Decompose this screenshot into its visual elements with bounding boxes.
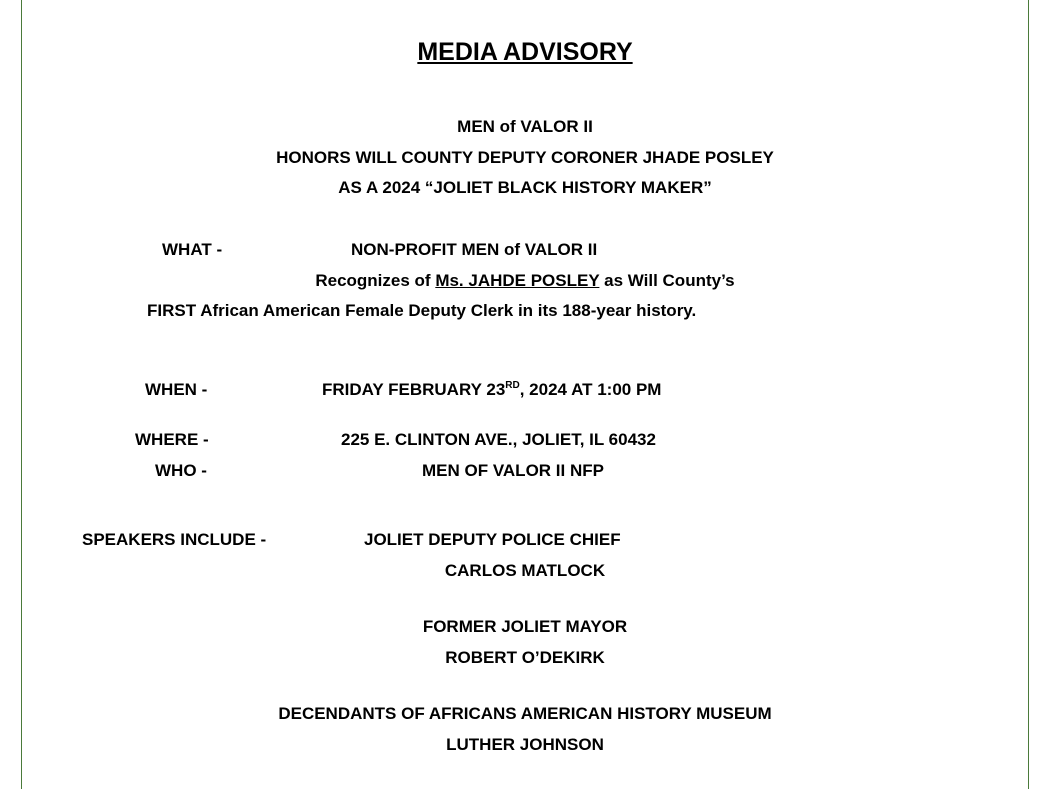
who-value: MEN OF VALOR II NFP <box>422 461 604 480</box>
what-line-3: FIRST African American Female Deputy Clerk in its 188-year history. <box>147 301 697 320</box>
headline-line-2: HONORS WILL COUNTY DEPUTY CORONER JHADE POSLEY <box>276 148 774 167</box>
speakers-label: SPEAKERS INCLUDE - <box>82 530 267 549</box>
what-line-2-pre: Recognizes of <box>315 271 436 290</box>
what-line-1: NON-PROFIT MEN of VALOR II <box>351 240 598 259</box>
speaker-2-name: ROBERT O’DEKIRK <box>445 648 605 667</box>
headline-line-1: MEN of VALOR II <box>457 117 593 136</box>
what-line-2 <box>0 271 1050 291</box>
what-line-2-post: as Will County’s <box>599 271 735 290</box>
what-label: WHAT - <box>162 240 223 259</box>
when-value <box>322 380 661 400</box>
who-label: WHO - <box>155 461 207 480</box>
speaker-2-role: FORMER JOLIET MAYOR <box>422 617 628 636</box>
honoree-name: Ms. JAHDE POSLEY <box>435 271 600 290</box>
when-time: , 2024 AT 1:00 PM <box>519 380 662 399</box>
where-value: 225 E. CLINTON AVE., JOLIET, IL 60432 <box>341 430 656 449</box>
when-date: FRIDAY FEBRUARY 23 <box>322 380 506 399</box>
speaker-3-role: DECENDANTS OF AFRICANS AMERICAN HISTORY MUSEUM <box>278 704 772 723</box>
headline-line-3: AS A 2024 “JOLIET BLACK HISTORY MAKER” <box>338 178 712 197</box>
where-label: WHERE - <box>135 430 209 449</box>
when-date-suffix: RD <box>505 380 520 391</box>
when-label: WHEN - <box>145 380 208 399</box>
speaker-1-name: CARLOS MATLOCK <box>444 561 606 580</box>
document-title: MEDIA ADVISORY <box>417 38 633 66</box>
speaker-3-name: LUTHER JOHNSON <box>446 735 604 754</box>
speaker-1-role: JOLIET DEPUTY POLICE CHIEF <box>364 530 621 549</box>
